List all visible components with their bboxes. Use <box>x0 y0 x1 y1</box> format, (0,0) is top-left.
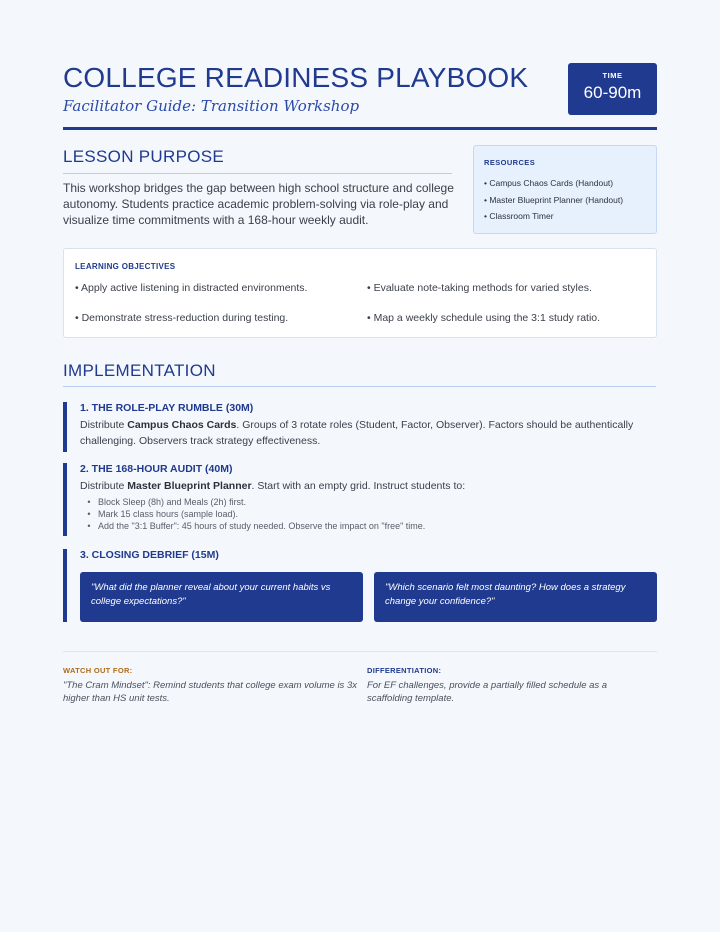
learning-objectives-title: LEARNING OBJECTIVES <box>75 262 176 271</box>
step-title: 3. CLOSING DEBRIEF (15M) <box>80 549 219 561</box>
handout-name: Campus Chaos Cards <box>127 419 237 431</box>
implementation-divider <box>63 386 656 387</box>
step-description: Distribute Campus Chaos Cards. Groups of 3 rotate roles (Student, Factor, Observer). Factors should be authentically challenging. Observers track strategy effectiveness. <box>80 419 634 447</box>
list-item: • Block Sleep (8h) and Meals (2h) first. <box>87 497 247 507</box>
time-label: TIME <box>602 71 623 80</box>
objective-item: • Evaluate note-taking methods for varied styles. <box>367 282 592 294</box>
list-item: • Add the "3:1 Buffer": 45 hours of study needed. Observe the impact on "free" time. <box>87 520 426 531</box>
debrief-question-card <box>80 572 363 622</box>
handout-name: Master Blueprint Planner <box>127 480 252 492</box>
step-title: 1. THE ROLE-PLAY RUMBLE (30M) <box>80 402 254 414</box>
page-subtitle: Facilitator Guide: Transition Workshop <box>63 97 360 115</box>
time-badge <box>568 63 657 115</box>
audit-instructions-list <box>80 497 425 532</box>
resources-panel <box>473 145 657 234</box>
watch-out-label: WATCH OUT FOR: <box>63 666 133 675</box>
step-accent-bar <box>63 402 67 452</box>
resources-title: RESOURCES <box>484 158 536 167</box>
lesson-purpose-text: This workshop bridges the gap between high school structure and college autonomy. Students practice academic problem-solving via role-play and visualize time commitments with a 168-hour weekly audit. <box>63 181 454 227</box>
step-accent-bar <box>63 549 67 622</box>
watch-out-text: "The Cram Mindset": Remind students that college exam volume is 3x higher than HS unit tests. <box>63 680 357 704</box>
objective-item: • Map a weekly schedule using the 3:1 study ratio. <box>367 312 601 324</box>
lesson-purpose-divider <box>63 173 452 174</box>
step-role-play-rumble <box>63 402 657 452</box>
lesson-purpose-heading: LESSON PURPOSE <box>63 147 225 166</box>
debrief-question: "What did the planner reveal about your current habits vs college expectations?" <box>91 582 331 607</box>
resource-item: • Master Blueprint Planner (Handout) <box>484 195 624 205</box>
page-title: COLLEGE READINESS PLAYBOOK <box>63 62 529 93</box>
step-accent-bar <box>63 463 67 536</box>
resource-item: • Campus Chaos Cards (Handout) <box>484 178 614 188</box>
time-value: 60-90m <box>583 83 642 102</box>
step-closing-debrief <box>63 549 657 622</box>
notes-divider <box>63 651 657 652</box>
learning-objectives-card <box>63 248 657 338</box>
step-168-hour-audit <box>63 463 657 536</box>
header-divider <box>63 127 657 130</box>
debrief-question: "Which scenario felt most daunting? How does a strategy change your confidence?" <box>385 582 626 607</box>
step-title: 2. THE 168-HOUR AUDIT (40M) <box>80 463 233 475</box>
differentiation-label: DIFFERENTIATION: <box>367 666 442 675</box>
objective-item: • Apply active listening in distracted environments. <box>75 282 308 294</box>
list-item: • Mark 15 class hours (sample load). <box>87 508 239 519</box>
step-description: Distribute Master Blueprint Planner. Start with an empty grid. Instruct students to: <box>80 480 466 492</box>
differentiation-text: For EF challenges, provide a partially filled schedule as a scaffolding template. <box>367 680 608 704</box>
debrief-question-card <box>374 572 657 622</box>
objective-item: • Demonstrate stress-reduction during testing. <box>75 312 289 324</box>
resource-item: • Classroom Timer <box>484 211 554 221</box>
implementation-heading: IMPLEMENTATION <box>63 361 216 380</box>
